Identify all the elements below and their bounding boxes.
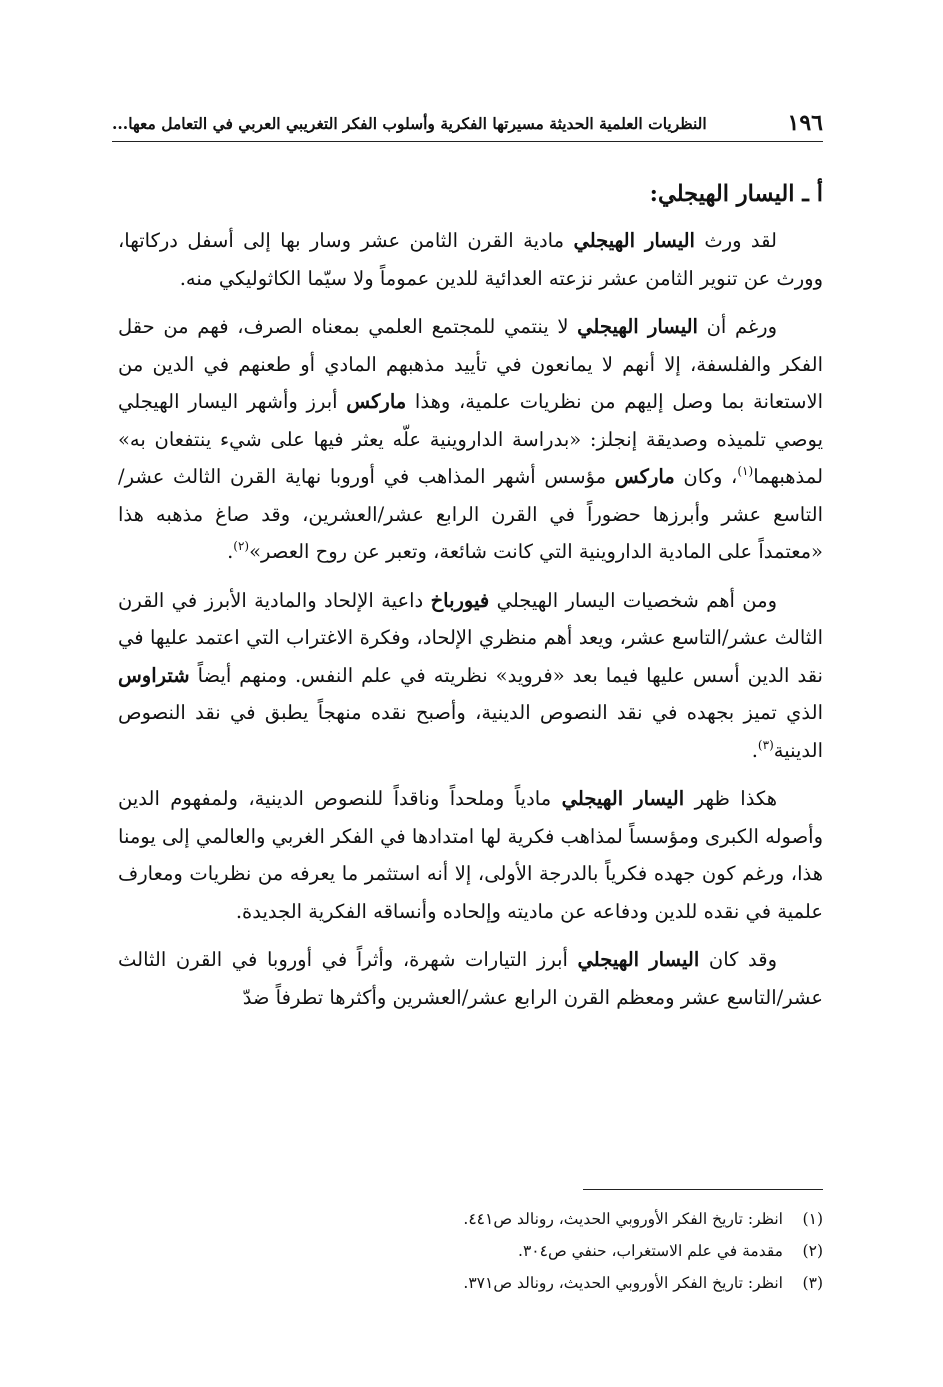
text-run: مادية القرن الثامن عشر وسار بها إلى أسفل دركاتها، وورث عن تنوير الثامن عشر نزعته العدائية للدين عموماً ولا سيّما الكاثوليكي منه. <box>118 229 823 290</box>
footnote-marker: (٢) <box>802 1242 823 1260</box>
text-run: الذي تميز بجهده في نقد النصوص الدينية، وأصبح نقده منهجاً يطبق في نقد النصوص الدينية <box>118 701 823 762</box>
text-run: داعية الإلحاد والمادية الأبرز في القرن الثالث عشر/التاسع عشر، ويعد أهم منظري الإلحاد، وفكرة الاغتراب التي اعتمد عليها في نقد الدين أسس عليها فيما بعد «فرويد» نظريته في علم النفس. ومنهم أيضاً <box>118 588 823 687</box>
text-run: ، وكان <box>674 465 738 488</box>
footnote-marker: (٣) <box>802 1274 823 1292</box>
body-text <box>118 172 823 1027</box>
section-heading: أ ـ اليسار الهيجلي: <box>649 181 823 207</box>
bold-term: اليسار الهيجلي <box>561 787 685 810</box>
text-run: أبرز وأشهر اليسار الهيجلي يوصي تلميذه وصديقة إنجلز: «بدراسة الداروينية علّه يعثر فيها على شيء ينتفعان به» لمذهبهما <box>118 390 824 488</box>
text-run: . <box>751 738 758 762</box>
text-run: لقد ورث <box>694 229 777 252</box>
text-run: . <box>227 540 234 563</box>
text-run: مادياً وملحداً وناقداً للنصوص الدينية، ولمفهوم الدين وأصوله الكبرى ومؤسساً لمذاهب فكرية لها امتدادها في الفكر الغربي والعالمي إلى يومنا هذا، ورغم كون جهده فكرياً بالدرجة الأولى، إلا أنه استثمر ما يعرفه من نظريات ومعارف علمية في نقده للدين ودفاعه عن ماديته وإلحاده وأنساقه الفكرية الجديدة. <box>118 787 823 923</box>
bold-term: اليسار الهيجلي <box>577 315 698 338</box>
paragraph-2 <box>118 308 823 571</box>
footnote-marker: (١) <box>802 1210 823 1228</box>
footnote-item <box>118 1267 823 1299</box>
bold-term: فيورباخ <box>430 588 490 612</box>
header-divider <box>112 141 823 142</box>
paragraph-3 <box>118 582 823 770</box>
running-header-title: النظريات العلمية الحديثة مسيرتها الفكرية وأسلوب الفكر التغريبي العربي في التعامل معها... <box>112 113 707 133</box>
bold-term: ماركس <box>346 390 407 413</box>
footnote-ref[interactable]: (١) <box>737 464 754 478</box>
footnote-item <box>118 1235 823 1267</box>
page-number: ١٩٦ <box>787 110 823 136</box>
bold-term: اليسار الهيجلي <box>577 948 700 971</box>
text-run: ومن أهم شخصيات اليسار الهيجلي <box>489 588 777 612</box>
text-run: ورغم أن <box>697 315 777 338</box>
text-run: لا ينتمي للمجتمع العلمي بمعناه الصرف، فهم من حقل الفكر والفلسفة، إلا أنهم لا يمانعون في تأييد مذهبهم المادي أو طعنهم في الدين من الاستعانة بما وصل إليهم من نظريات علمية، وهذا <box>118 315 823 413</box>
paragraph-5 <box>118 941 823 1016</box>
text-run: مؤسس أشهر المذاهب في أوروبا نهاية القرن الثالث عشر/التاسع عشر وأبرزها حضوراً في القرن الرابع عشر/العشرين، وقد صاغ مذهبه هذا «معتمداً على المادية الداروينية التي كانت شائعة، وتعبر عن روح العصر» <box>118 465 823 563</box>
text-run: أبرز التيارات شهرة، وأثراً في أوروبا في القرن الثالث عشر/التاسع عشر ومعظم القرن الرابع عشر/العشرين وأكثرها تطرفاً ضدّ <box>118 948 823 1009</box>
footnote-divider <box>583 1189 823 1190</box>
footnotes <box>118 1203 823 1299</box>
text-run: هكذا ظهر <box>684 787 777 810</box>
text-run: وقد كان <box>699 948 777 971</box>
bold-term: شتراوس <box>118 663 190 687</box>
footnote-text: انظر: تاريخ الفكر الأوروبي الحديث، رونالد ص٤٤١. <box>463 1210 783 1228</box>
bold-term: ماركس <box>614 465 675 488</box>
footnote-text: انظر: تاريخ الفكر الأوروبي الحديث، رونالد ص٣٧١. <box>463 1274 783 1292</box>
paragraph-1 <box>118 222 823 297</box>
footnote-ref[interactable]: (٢) <box>233 539 250 553</box>
footnote-item <box>118 1203 823 1235</box>
running-header <box>112 108 823 138</box>
footnote-ref[interactable]: (٣) <box>757 737 774 752</box>
footnote-text: مقدمة في علم الاستغراب، حنفي ص٣٠٤. <box>518 1242 783 1260</box>
bold-term: اليسار الهيجلي <box>573 229 695 252</box>
paragraph-4 <box>118 780 823 930</box>
